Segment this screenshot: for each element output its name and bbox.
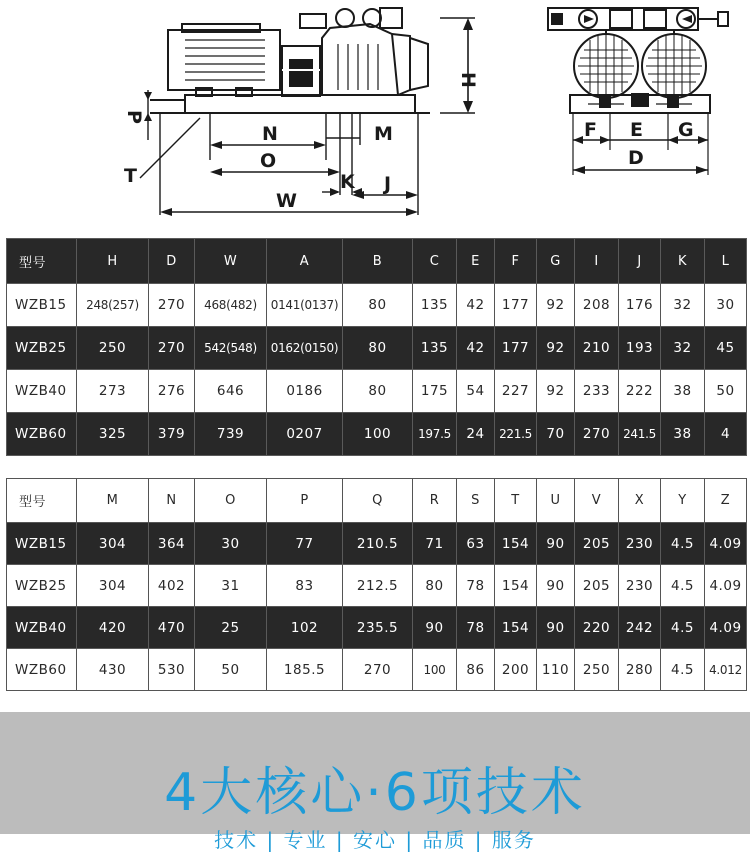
table-cell: 208: [575, 284, 619, 327]
table-cell: 241.5: [619, 413, 661, 456]
table-cell: 83: [267, 565, 343, 607]
header-cell: G: [537, 239, 575, 284]
table-cell: 242: [619, 607, 661, 649]
table-cell: 270: [149, 327, 195, 370]
table-cell: 30: [195, 523, 267, 565]
table-cell: 31: [195, 565, 267, 607]
table-cell: 100: [343, 413, 413, 456]
table-cell: 212.5: [343, 565, 413, 607]
header-cell: W: [195, 239, 267, 284]
dimension-table-1: [6, 238, 747, 456]
promo-banner: [0, 712, 750, 852]
table-cell: 80: [343, 327, 413, 370]
table-cell: 270: [149, 284, 195, 327]
dim-label-t: T: [124, 165, 137, 187]
table-cell: 250: [575, 649, 619, 691]
table-cell: 4.5: [661, 649, 705, 691]
table-cell: 42: [457, 284, 495, 327]
table-cell: 185.5: [267, 649, 343, 691]
table-cell: WZB25: [7, 327, 77, 370]
header-cell: C: [413, 239, 457, 284]
table-cell: 304: [77, 523, 149, 565]
header-cell: N: [149, 479, 195, 523]
table-cell: 25: [195, 607, 267, 649]
header-cell: 型号: [7, 479, 77, 523]
table-cell: 154: [495, 607, 537, 649]
table-cell: 0186: [267, 370, 343, 413]
table-cell: 4.09: [705, 607, 747, 649]
table-cell: 50: [195, 649, 267, 691]
header-cell: D: [149, 239, 195, 284]
header-cell: O: [195, 479, 267, 523]
table-cell: 24: [457, 413, 495, 456]
table-cell: 325: [77, 413, 149, 456]
table-cell: 78: [457, 565, 495, 607]
table-cell: 38: [661, 413, 705, 456]
table-cell: 273: [77, 370, 149, 413]
table-cell: 90: [537, 523, 575, 565]
table-cell: 92: [537, 327, 575, 370]
table-cell: 364: [149, 523, 195, 565]
table-cell: 177: [495, 327, 537, 370]
dim-label-f: F: [584, 119, 597, 141]
table-cell: 154: [495, 523, 537, 565]
table-cell: 176: [619, 284, 661, 327]
table-cell: 92: [537, 370, 575, 413]
table-header-row: [7, 479, 747, 523]
table-cell: 90: [413, 607, 457, 649]
header-cell: E: [457, 239, 495, 284]
table-cell: WZB15: [7, 523, 77, 565]
header-cell: I: [575, 239, 619, 284]
dim-label-d: D: [628, 147, 644, 169]
table-cell: WZB60: [7, 413, 77, 456]
table-cell: 4.5: [661, 565, 705, 607]
table-cell: 220: [575, 607, 619, 649]
header-cell: U: [537, 479, 575, 523]
table-cell: 77: [267, 523, 343, 565]
table-cell: 379: [149, 413, 195, 456]
table-cell: 4.09: [705, 523, 747, 565]
dim-label-w: W: [276, 190, 297, 212]
table-cell: 38: [661, 370, 705, 413]
table-cell: 304: [77, 565, 149, 607]
banner-subtitle: 技术 | 专业 | 安心 | 品质 | 服务: [214, 828, 536, 852]
table-cell: 222: [619, 370, 661, 413]
header-cell: V: [575, 479, 619, 523]
table-cell: 100: [413, 649, 457, 691]
table-cell: WZB15: [7, 284, 77, 327]
table-cell: 0141(0137): [267, 284, 343, 327]
table-cell: 210.5: [343, 523, 413, 565]
table-cell: 420: [77, 607, 149, 649]
table-cell: 70: [537, 413, 575, 456]
table-cell: WZB40: [7, 370, 77, 413]
table-cell: 42: [457, 327, 495, 370]
table-cell: 542(548): [195, 327, 267, 370]
table-cell: 276: [149, 370, 195, 413]
table-row: [7, 523, 747, 565]
table-row: [7, 327, 747, 370]
dimension-drawing: [0, 0, 750, 236]
table-cell: 0207: [267, 413, 343, 456]
table-cell: WZB25: [7, 565, 77, 607]
table-cell: 739: [195, 413, 267, 456]
table-cell: 646: [195, 370, 267, 413]
dim-label-p: P: [123, 110, 145, 124]
table-cell: 4.5: [661, 523, 705, 565]
table-cell: 32: [661, 284, 705, 327]
header-cell: P: [267, 479, 343, 523]
dim-label-o: O: [260, 150, 277, 172]
table-cell: 210: [575, 327, 619, 370]
table-cell: 102: [267, 607, 343, 649]
dim-label-j: J: [384, 173, 392, 195]
table-cell: 402: [149, 565, 195, 607]
table-cell: 175: [413, 370, 457, 413]
header-cell: R: [413, 479, 457, 523]
table-cell: 177: [495, 284, 537, 327]
header-cell: J: [619, 239, 661, 284]
dim-label-h: H: [457, 72, 479, 88]
dim-label-e: E: [630, 119, 643, 141]
table-cell: 280: [619, 649, 661, 691]
pump-side-view: [140, 8, 475, 216]
header-cell: 型号: [7, 239, 77, 284]
table-cell: 205: [575, 523, 619, 565]
table-cell: 470: [149, 607, 195, 649]
table-cell: 54: [457, 370, 495, 413]
table-cell: 248(257): [77, 284, 149, 327]
table-cell: 221.5: [495, 413, 537, 456]
table-cell: 230: [619, 523, 661, 565]
table-row: [7, 565, 747, 607]
table-cell: 78: [457, 607, 495, 649]
table-cell: 110: [537, 649, 575, 691]
table-cell: 4.09: [705, 565, 747, 607]
table-cell: 63: [457, 523, 495, 565]
table-cell: 92: [537, 284, 575, 327]
table-cell: 90: [537, 607, 575, 649]
header-cell: H: [77, 239, 149, 284]
table-cell: 30: [705, 284, 747, 327]
header-cell: S: [457, 479, 495, 523]
table-cell: WZB60: [7, 649, 77, 691]
table-cell: WZB40: [7, 607, 77, 649]
table-cell: 197.5: [413, 413, 457, 456]
table-cell: 250: [77, 327, 149, 370]
table-cell: 80: [343, 284, 413, 327]
table-cell: 200: [495, 649, 537, 691]
table-cell: 4.012: [705, 649, 747, 691]
header-cell: B: [343, 239, 413, 284]
header-cell: F: [495, 239, 537, 284]
table-cell: 135: [413, 327, 457, 370]
header-cell: M: [77, 479, 149, 523]
table-cell: 45: [705, 327, 747, 370]
table-cell: 80: [343, 370, 413, 413]
header-cell: T: [495, 479, 537, 523]
table-cell: 235.5: [343, 607, 413, 649]
table-row: [7, 413, 747, 456]
table-cell: 0162(0150): [267, 327, 343, 370]
table-cell: 468(482): [195, 284, 267, 327]
table-cell: 154: [495, 565, 537, 607]
header-cell: Z: [705, 479, 747, 523]
header-cell: Y: [661, 479, 705, 523]
dim-label-g: G: [678, 119, 694, 141]
header-cell: Q: [343, 479, 413, 523]
table-header-row: [7, 239, 747, 284]
table-row: [7, 370, 747, 413]
table-cell: 90: [537, 565, 575, 607]
table-cell: 270: [575, 413, 619, 456]
dim-label-k: K: [340, 171, 355, 193]
table-row: [7, 607, 747, 649]
header-cell: A: [267, 239, 343, 284]
table-cell: 430: [77, 649, 149, 691]
table-cell: 233: [575, 370, 619, 413]
table-cell: 80: [413, 565, 457, 607]
dim-label-n: N: [262, 123, 278, 145]
banner-title: 4大核心·6项技术: [164, 763, 586, 823]
header-cell: K: [661, 239, 705, 284]
table-cell: 230: [619, 565, 661, 607]
header-cell: L: [705, 239, 747, 284]
table-cell: 530: [149, 649, 195, 691]
table-cell: 135: [413, 284, 457, 327]
table-row: [7, 649, 747, 691]
table-cell: 193: [619, 327, 661, 370]
table-row: [7, 284, 747, 327]
table-cell: 32: [661, 327, 705, 370]
table-cell: 205: [575, 565, 619, 607]
header-cell: X: [619, 479, 661, 523]
dim-label-m: M: [374, 123, 393, 145]
table-cell: 86: [457, 649, 495, 691]
dimension-table-2: [6, 478, 747, 691]
table-cell: 50: [705, 370, 747, 413]
table-cell: 227: [495, 370, 537, 413]
table-cell: 4: [705, 413, 747, 456]
table-cell: 71: [413, 523, 457, 565]
table-cell: 4.5: [661, 607, 705, 649]
table-cell: 270: [343, 649, 413, 691]
